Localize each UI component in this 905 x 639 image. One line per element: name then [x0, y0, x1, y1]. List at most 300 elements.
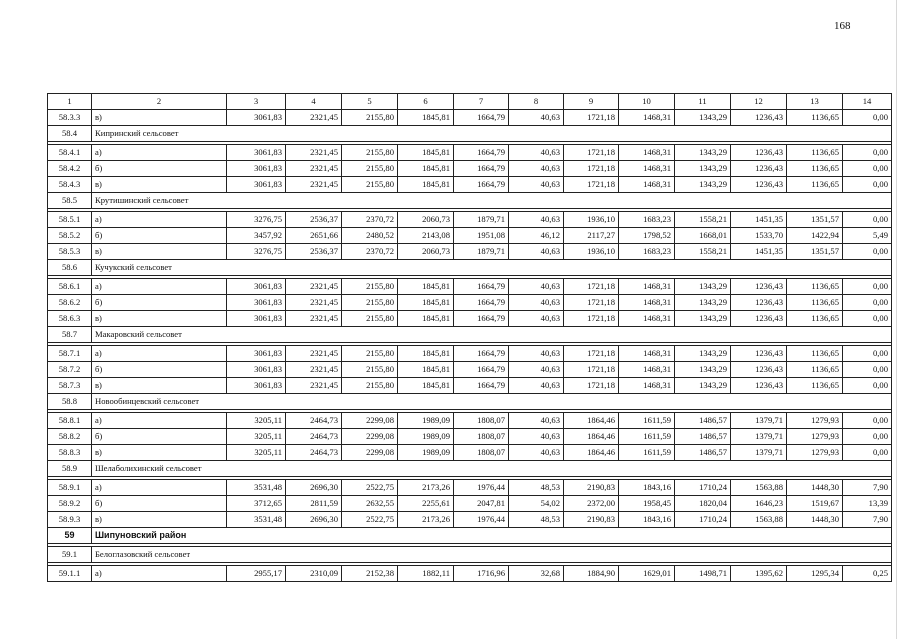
value-cell-col-4: 2464,73	[286, 429, 342, 445]
value-cell-col-10: 1468,31	[619, 177, 675, 193]
value-cell-col-8: 48,53	[509, 480, 564, 496]
value-cell-col-13: 1136,65	[787, 346, 843, 362]
value-cell-col-11: 1343,29	[675, 110, 731, 126]
row-code: 58.9	[48, 461, 92, 477]
settlement-name: Крутишинский сельсовет	[92, 193, 892, 209]
section-row	[48, 461, 892, 477]
value-cell-col-13: 1136,65	[787, 295, 843, 311]
value-cell-col-10: 1468,31	[619, 145, 675, 161]
table-row	[48, 145, 892, 161]
value-cell-col-6: 1845,81	[398, 362, 454, 378]
table-row	[48, 362, 892, 378]
value-cell-col-12: 1236,43	[731, 110, 787, 126]
row-label: б)	[92, 228, 227, 244]
settlement-name: Макаровский сельсовет	[92, 327, 892, 343]
value-cell-col-8: 40,63	[509, 177, 564, 193]
row-label: в)	[92, 244, 227, 260]
value-cell-col-8: 40,63	[509, 362, 564, 378]
value-cell-col-11: 1558,21	[675, 244, 731, 260]
value-cell-col-12: 1236,43	[731, 177, 787, 193]
row-code: 58.9.3	[48, 512, 92, 528]
value-cell-col-8: 40,63	[509, 413, 564, 429]
value-cell-col-8: 40,63	[509, 346, 564, 362]
row-code: 58.5.2	[48, 228, 92, 244]
value-cell-col-6: 1989,09	[398, 413, 454, 429]
value-cell-col-6: 1845,81	[398, 161, 454, 177]
value-cell-col-4: 2321,45	[286, 295, 342, 311]
row-code: 58.8.2	[48, 429, 92, 445]
value-cell-col-8: 40,63	[509, 244, 564, 260]
table-row	[48, 566, 892, 582]
value-cell-col-8: 40,63	[509, 145, 564, 161]
table-row	[48, 413, 892, 429]
row-code: 59.1.1	[48, 566, 92, 582]
district-name: Шипуновский район	[92, 528, 892, 544]
row-label: в)	[92, 177, 227, 193]
value-cell-col-11: 1486,57	[675, 429, 731, 445]
table-row	[48, 311, 892, 327]
value-cell-col-8: 40,63	[509, 429, 564, 445]
value-cell-col-11: 1343,29	[675, 378, 731, 394]
value-cell-col-4: 2536,37	[286, 244, 342, 260]
value-cell-col-3: 3712,65	[227, 496, 286, 512]
value-cell-col-11: 1710,24	[675, 512, 731, 528]
value-cell-col-14: 0,25	[843, 566, 892, 582]
value-cell-col-12: 1236,43	[731, 161, 787, 177]
value-cell-col-5: 2155,80	[342, 161, 398, 177]
value-cell-col-14: 0,00	[843, 110, 892, 126]
table-body	[48, 94, 892, 582]
table-row	[48, 244, 892, 260]
row-code: 58.7.3	[48, 378, 92, 394]
value-cell-col-12: 1379,71	[731, 429, 787, 445]
value-cell-col-3: 3061,83	[227, 145, 286, 161]
value-cell-col-14: 0,00	[843, 295, 892, 311]
value-cell-col-11: 1343,29	[675, 279, 731, 295]
value-cell-col-12: 1236,43	[731, 378, 787, 394]
value-cell-col-13: 1422,94	[787, 228, 843, 244]
row-label: а)	[92, 566, 227, 582]
row-code: 59.1	[48, 547, 92, 563]
value-cell-col-7: 1664,79	[454, 346, 509, 362]
value-cell-col-6: 1845,81	[398, 110, 454, 126]
value-cell-col-11: 1343,29	[675, 362, 731, 378]
value-cell-col-3: 3061,83	[227, 161, 286, 177]
row-label: б)	[92, 362, 227, 378]
value-cell-col-13: 1136,65	[787, 110, 843, 126]
value-cell-col-14: 0,00	[843, 279, 892, 295]
value-cell-col-10: 1468,31	[619, 279, 675, 295]
tariff-table	[47, 93, 892, 582]
value-cell-col-4: 2321,45	[286, 346, 342, 362]
value-cell-col-4: 2321,45	[286, 378, 342, 394]
row-code: 58.7	[48, 327, 92, 343]
value-cell-col-4: 2321,45	[286, 362, 342, 378]
row-code: 58.6.3	[48, 311, 92, 327]
value-cell-col-5: 2299,08	[342, 445, 398, 461]
column-number-7: 7	[454, 94, 509, 110]
value-cell-col-7: 1951,08	[454, 228, 509, 244]
row-label: а)	[92, 279, 227, 295]
row-code: 58.9.2	[48, 496, 92, 512]
row-code: 58.8	[48, 394, 92, 410]
row-label: а)	[92, 413, 227, 429]
value-cell-col-8: 46,12	[509, 228, 564, 244]
value-cell-col-9: 1936,10	[564, 212, 619, 228]
value-cell-col-8: 40,63	[509, 212, 564, 228]
value-cell-col-13: 1279,93	[787, 445, 843, 461]
value-cell-col-6: 1845,81	[398, 145, 454, 161]
row-label: а)	[92, 480, 227, 496]
value-cell-col-6: 1845,81	[398, 295, 454, 311]
value-cell-col-6: 2143,08	[398, 228, 454, 244]
row-code: 58.7.2	[48, 362, 92, 378]
value-cell-col-11: 1498,71	[675, 566, 731, 582]
value-cell-col-14: 0,00	[843, 413, 892, 429]
value-cell-col-4: 2321,45	[286, 110, 342, 126]
value-cell-col-14: 0,00	[843, 145, 892, 161]
value-cell-col-8: 40,63	[509, 445, 564, 461]
value-cell-col-14: 7,90	[843, 480, 892, 496]
column-number-5: 5	[342, 94, 398, 110]
value-cell-col-7: 1664,79	[454, 110, 509, 126]
value-cell-col-7: 1664,79	[454, 161, 509, 177]
value-cell-col-8: 40,63	[509, 311, 564, 327]
column-number-6: 6	[398, 94, 454, 110]
column-number-4: 4	[286, 94, 342, 110]
value-cell-col-10: 1468,31	[619, 161, 675, 177]
value-cell-col-5: 2155,80	[342, 311, 398, 327]
section-row	[48, 126, 892, 142]
value-cell-col-7: 1879,71	[454, 212, 509, 228]
table-row	[48, 279, 892, 295]
value-cell-col-7: 1664,79	[454, 145, 509, 161]
value-cell-col-4: 2321,45	[286, 161, 342, 177]
row-code: 58.3.3	[48, 110, 92, 126]
row-code: 58.6	[48, 260, 92, 276]
value-cell-col-11: 1710,24	[675, 480, 731, 496]
value-cell-col-14: 0,00	[843, 445, 892, 461]
value-cell-col-9: 2117,27	[564, 228, 619, 244]
value-cell-col-10: 1798,52	[619, 228, 675, 244]
row-label: а)	[92, 145, 227, 161]
value-cell-col-6: 1845,81	[398, 177, 454, 193]
row-code: 58.6.2	[48, 295, 92, 311]
value-cell-col-10: 1958,45	[619, 496, 675, 512]
value-cell-col-14: 0,00	[843, 429, 892, 445]
value-cell-col-5: 2522,75	[342, 512, 398, 528]
settlement-name: Белоглазовский сельсовет	[92, 547, 892, 563]
value-cell-col-14: 0,00	[843, 212, 892, 228]
table-row	[48, 346, 892, 362]
value-cell-col-9: 1721,18	[564, 177, 619, 193]
row-code: 58.8.1	[48, 413, 92, 429]
row-code: 58.4.3	[48, 177, 92, 193]
column-number-1: 1	[48, 94, 92, 110]
value-cell-col-6: 1989,09	[398, 429, 454, 445]
column-number-row	[48, 94, 892, 110]
value-cell-col-3: 3457,92	[227, 228, 286, 244]
table-row	[48, 295, 892, 311]
row-code: 58.5	[48, 193, 92, 209]
value-cell-col-3: 3531,48	[227, 480, 286, 496]
value-cell-col-8: 40,63	[509, 295, 564, 311]
section-row	[48, 193, 892, 209]
value-cell-col-7: 1664,79	[454, 279, 509, 295]
value-cell-col-7: 1976,44	[454, 512, 509, 528]
value-cell-col-13: 1136,65	[787, 311, 843, 327]
value-cell-col-3: 3061,83	[227, 378, 286, 394]
value-cell-col-14: 13,39	[843, 496, 892, 512]
value-cell-col-5: 2155,80	[342, 145, 398, 161]
value-cell-col-10: 1629,01	[619, 566, 675, 582]
value-cell-col-12: 1236,43	[731, 295, 787, 311]
value-cell-col-6: 2173,26	[398, 512, 454, 528]
table-row	[48, 512, 892, 528]
value-cell-col-11: 1486,57	[675, 445, 731, 461]
value-cell-col-3: 3276,75	[227, 244, 286, 260]
value-cell-col-13: 1519,67	[787, 496, 843, 512]
value-cell-col-7: 1879,71	[454, 244, 509, 260]
table-row	[48, 228, 892, 244]
value-cell-col-3: 3205,11	[227, 445, 286, 461]
value-cell-col-9: 1864,46	[564, 413, 619, 429]
table-row	[48, 496, 892, 512]
value-cell-col-7: 1808,07	[454, 413, 509, 429]
value-cell-col-9: 1721,18	[564, 145, 619, 161]
value-cell-col-11: 1343,29	[675, 295, 731, 311]
value-cell-col-14: 5,49	[843, 228, 892, 244]
value-cell-col-5: 2155,80	[342, 378, 398, 394]
table-row	[48, 429, 892, 445]
value-cell-col-4: 2696,30	[286, 512, 342, 528]
value-cell-col-9: 1884,90	[564, 566, 619, 582]
value-cell-col-12: 1379,71	[731, 445, 787, 461]
row-code: 58.5.3	[48, 244, 92, 260]
value-cell-col-6: 1882,11	[398, 566, 454, 582]
value-cell-col-12: 1395,62	[731, 566, 787, 582]
value-cell-col-7: 1808,07	[454, 445, 509, 461]
column-number-12: 12	[731, 94, 787, 110]
value-cell-col-4: 2464,73	[286, 413, 342, 429]
value-cell-col-10: 1468,31	[619, 378, 675, 394]
value-cell-col-13: 1136,65	[787, 279, 843, 295]
value-cell-col-3: 3061,83	[227, 177, 286, 193]
row-code: 58.4.2	[48, 161, 92, 177]
column-number-8: 8	[509, 94, 564, 110]
value-cell-col-10: 1468,31	[619, 295, 675, 311]
value-cell-col-9: 1721,18	[564, 295, 619, 311]
value-cell-col-5: 2522,75	[342, 480, 398, 496]
value-cell-col-3: 3276,75	[227, 212, 286, 228]
value-cell-col-13: 1136,65	[787, 161, 843, 177]
value-cell-col-5: 2299,08	[342, 413, 398, 429]
value-cell-col-3: 3061,83	[227, 110, 286, 126]
value-cell-col-5: 2155,80	[342, 346, 398, 362]
value-cell-col-9: 1864,46	[564, 445, 619, 461]
value-cell-col-6: 1845,81	[398, 311, 454, 327]
value-cell-col-13: 1136,65	[787, 378, 843, 394]
value-cell-col-3: 3061,83	[227, 311, 286, 327]
value-cell-col-10: 1683,23	[619, 244, 675, 260]
row-code: 58.5.1	[48, 212, 92, 228]
column-number-9: 9	[564, 94, 619, 110]
value-cell-col-14: 0,00	[843, 362, 892, 378]
value-cell-col-3: 3061,83	[227, 346, 286, 362]
section-row	[48, 547, 892, 563]
value-cell-col-11: 1820,04	[675, 496, 731, 512]
section-row	[48, 327, 892, 343]
value-cell-col-4: 2811,59	[286, 496, 342, 512]
value-cell-col-3: 3531,48	[227, 512, 286, 528]
table-row	[48, 177, 892, 193]
table-row	[48, 445, 892, 461]
row-code: 58.6.1	[48, 279, 92, 295]
value-cell-col-13: 1136,65	[787, 362, 843, 378]
value-cell-col-5: 2155,80	[342, 295, 398, 311]
column-number-11: 11	[675, 94, 731, 110]
value-cell-col-5: 2370,72	[342, 244, 398, 260]
value-cell-col-3: 3061,83	[227, 295, 286, 311]
value-cell-col-14: 0,00	[843, 161, 892, 177]
row-code: 58.4.1	[48, 145, 92, 161]
value-cell-col-9: 1936,10	[564, 244, 619, 260]
settlement-name: Шелаболихинский сельсовет	[92, 461, 892, 477]
value-cell-col-8: 40,63	[509, 378, 564, 394]
section-row	[48, 394, 892, 410]
settlement-name: Новообинцевский сельсовет	[92, 394, 892, 410]
value-cell-col-12: 1563,88	[731, 512, 787, 528]
value-cell-col-7: 1664,79	[454, 295, 509, 311]
value-cell-col-7: 2047,81	[454, 496, 509, 512]
row-label: а)	[92, 346, 227, 362]
value-cell-col-9: 1721,18	[564, 362, 619, 378]
value-cell-col-11: 1668,01	[675, 228, 731, 244]
row-code: 59	[48, 528, 92, 544]
table-row	[48, 110, 892, 126]
row-code: 58.9.1	[48, 480, 92, 496]
row-label: в)	[92, 512, 227, 528]
value-cell-col-10: 1611,59	[619, 445, 675, 461]
value-cell-col-11: 1343,29	[675, 346, 731, 362]
value-cell-col-10: 1843,16	[619, 512, 675, 528]
value-cell-col-12: 1236,43	[731, 279, 787, 295]
value-cell-col-11: 1343,29	[675, 145, 731, 161]
value-cell-col-13: 1279,93	[787, 413, 843, 429]
column-number-10: 10	[619, 94, 675, 110]
value-cell-col-6: 1845,81	[398, 346, 454, 362]
value-cell-col-12: 1379,71	[731, 413, 787, 429]
value-cell-col-5: 2155,80	[342, 110, 398, 126]
value-cell-col-14: 0,00	[843, 346, 892, 362]
value-cell-col-12: 1646,23	[731, 496, 787, 512]
value-cell-col-11: 1343,29	[675, 177, 731, 193]
column-number-3: 3	[227, 94, 286, 110]
value-cell-col-12: 1533,70	[731, 228, 787, 244]
row-label: б)	[92, 295, 227, 311]
value-cell-col-9: 2190,83	[564, 512, 619, 528]
section-row	[48, 260, 892, 276]
page-edge-line	[896, 0, 897, 639]
row-label: в)	[92, 445, 227, 461]
value-cell-col-11: 1343,29	[675, 161, 731, 177]
value-cell-col-6: 2060,73	[398, 212, 454, 228]
value-cell-col-9: 1721,18	[564, 346, 619, 362]
value-cell-col-7: 1664,79	[454, 311, 509, 327]
value-cell-col-14: 7,90	[843, 512, 892, 528]
value-cell-col-4: 2310,09	[286, 566, 342, 582]
value-cell-col-14: 0,00	[843, 311, 892, 327]
value-cell-col-6: 2173,26	[398, 480, 454, 496]
value-cell-col-13: 1136,65	[787, 177, 843, 193]
value-cell-col-9: 1721,18	[564, 378, 619, 394]
value-cell-col-13: 1295,34	[787, 566, 843, 582]
value-cell-col-11: 1486,57	[675, 413, 731, 429]
value-cell-col-7: 1976,44	[454, 480, 509, 496]
row-code: 58.8.3	[48, 445, 92, 461]
value-cell-col-3: 3205,11	[227, 413, 286, 429]
value-cell-col-9: 1864,46	[564, 429, 619, 445]
value-cell-col-4: 2321,45	[286, 177, 342, 193]
value-cell-col-13: 1279,93	[787, 429, 843, 445]
column-number-13: 13	[787, 94, 843, 110]
row-label: в)	[92, 311, 227, 327]
row-label: б)	[92, 161, 227, 177]
value-cell-col-5: 2152,38	[342, 566, 398, 582]
row-label: б)	[92, 496, 227, 512]
value-cell-col-8: 40,63	[509, 279, 564, 295]
row-label: б)	[92, 429, 227, 445]
value-cell-col-4: 2464,73	[286, 445, 342, 461]
row-code: 58.7.1	[48, 346, 92, 362]
value-cell-col-3: 2955,17	[227, 566, 286, 582]
value-cell-col-10: 1468,31	[619, 362, 675, 378]
row-label: в)	[92, 110, 227, 126]
value-cell-col-7: 1664,79	[454, 362, 509, 378]
value-cell-col-4: 2321,45	[286, 279, 342, 295]
value-cell-col-3: 3061,83	[227, 279, 286, 295]
value-cell-col-9: 1721,18	[564, 279, 619, 295]
table-row	[48, 480, 892, 496]
value-cell-col-13: 1351,57	[787, 212, 843, 228]
value-cell-col-5: 2632,55	[342, 496, 398, 512]
value-cell-col-13: 1448,30	[787, 512, 843, 528]
value-cell-col-6: 2255,61	[398, 496, 454, 512]
value-cell-col-6: 1845,81	[398, 378, 454, 394]
value-cell-col-10: 1843,16	[619, 480, 675, 496]
value-cell-col-6: 2060,73	[398, 244, 454, 260]
value-cell-col-7: 1808,07	[454, 429, 509, 445]
value-cell-col-14: 0,00	[843, 177, 892, 193]
table-row	[48, 161, 892, 177]
value-cell-col-8: 40,63	[509, 161, 564, 177]
value-cell-col-10: 1611,59	[619, 413, 675, 429]
value-cell-col-5: 2370,72	[342, 212, 398, 228]
settlement-name: Кипринский сельсовет	[92, 126, 892, 142]
value-cell-col-7: 1664,79	[454, 378, 509, 394]
value-cell-col-12: 1451,35	[731, 244, 787, 260]
value-cell-col-7: 1664,79	[454, 177, 509, 193]
row-label: а)	[92, 212, 227, 228]
value-cell-col-5: 2155,80	[342, 362, 398, 378]
value-cell-col-12: 1236,43	[731, 145, 787, 161]
value-cell-col-7: 1716,96	[454, 566, 509, 582]
table-row	[48, 378, 892, 394]
value-cell-col-8: 32,68	[509, 566, 564, 582]
value-cell-col-10: 1683,23	[619, 212, 675, 228]
value-cell-col-9: 1721,18	[564, 311, 619, 327]
value-cell-col-5: 2155,80	[342, 279, 398, 295]
